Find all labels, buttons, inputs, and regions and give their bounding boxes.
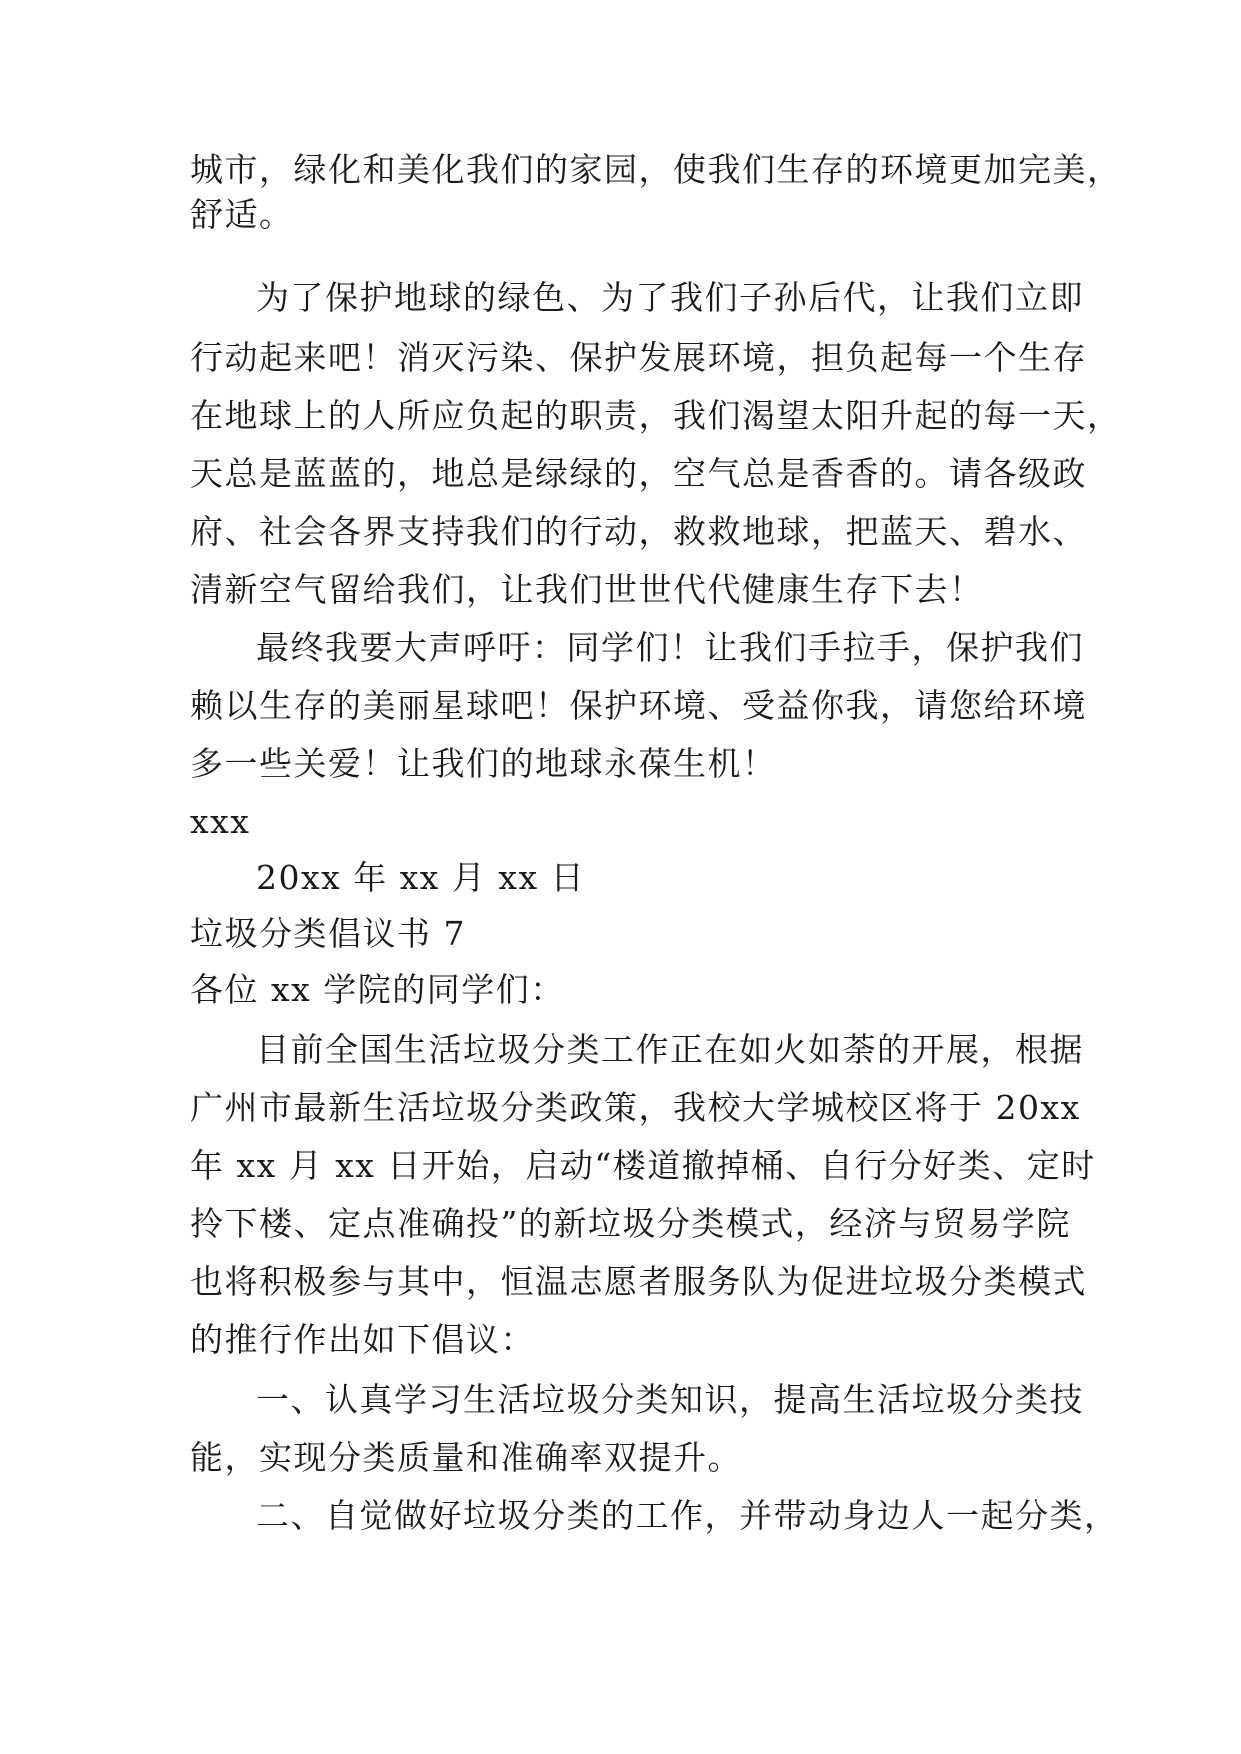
text-line: 行动起来吧！消灭污染、保护发展环境，担负起每一个生存 (190, 338, 1087, 377)
text-line: 府、社会各界支持我们的行动，救救地球，把蓝天、碧水、 (190, 512, 1087, 551)
text-line: 舒适。 (190, 195, 294, 234)
text-line: 能，实现分类质量和准确率双提升。 (190, 1438, 742, 1477)
text-line: 在地球上的人所应负起的职责，我们渴望太阳升起的每一天， (190, 396, 1122, 435)
date-line: 20xx 年 xx 月 xx 日 (256, 858, 586, 897)
text-line: 城市，绿化和美化我们的家园，使我们生存的环境更加完美， (190, 150, 1122, 189)
text-line: 也将积极参与其中，恒温志愿者服务队为促进垃圾分类模式 (190, 1262, 1087, 1301)
text-line: 的推行作出如下倡议： (190, 1320, 535, 1359)
paragraph-start: 目前全国生活垃圾分类工作正在如火如荼的开展，根据 (256, 1030, 1084, 1069)
text-line: 清新空气留给我们，让我们世世代代健康生存下去！ (190, 570, 984, 609)
proposal-item-1: 一、认真学习生活垃圾分类知识，提高生活垃圾分类技 (256, 1380, 1084, 1419)
text-line: 天总是蓝蓝的，地总是绿绿的，空气总是香香的。请各级政 (190, 454, 1087, 493)
paragraph-start: 最终我要大声呼吁：同学们！让我们手拉手，保护我们 (256, 628, 1084, 667)
text-line: 拎下楼、定点准确投”的新垃圾分类模式，经济与贸易学院 (190, 1204, 1071, 1243)
text-line: 赖以生存的美丽星球吧！保护环境、受益你我，请您给环境 (190, 686, 1087, 725)
signature: xxx (190, 802, 251, 841)
proposal-item-2: 二、自觉做好垃圾分类的工作，并带动身边人一起分类， (256, 1496, 1119, 1535)
paragraph-start: 为了保护地球的绿色、为了我们子孙后代，让我们立即 (256, 278, 1084, 317)
section-title: 垃圾分类倡议书 7 (190, 914, 466, 953)
salutation: 各位 xx 学院的同学们： (190, 970, 565, 1009)
text-line: 多一些关爱！让我们的地球永葆生机！ (190, 744, 777, 783)
text-line: 年 xx 月 xx 日开始，启动“楼道撤掉桶、自行分好类、定时 (190, 1146, 1096, 1185)
text-line: 广州市最新生活垃圾分类政策，我校大学城校区将于 20xx (190, 1088, 1081, 1127)
